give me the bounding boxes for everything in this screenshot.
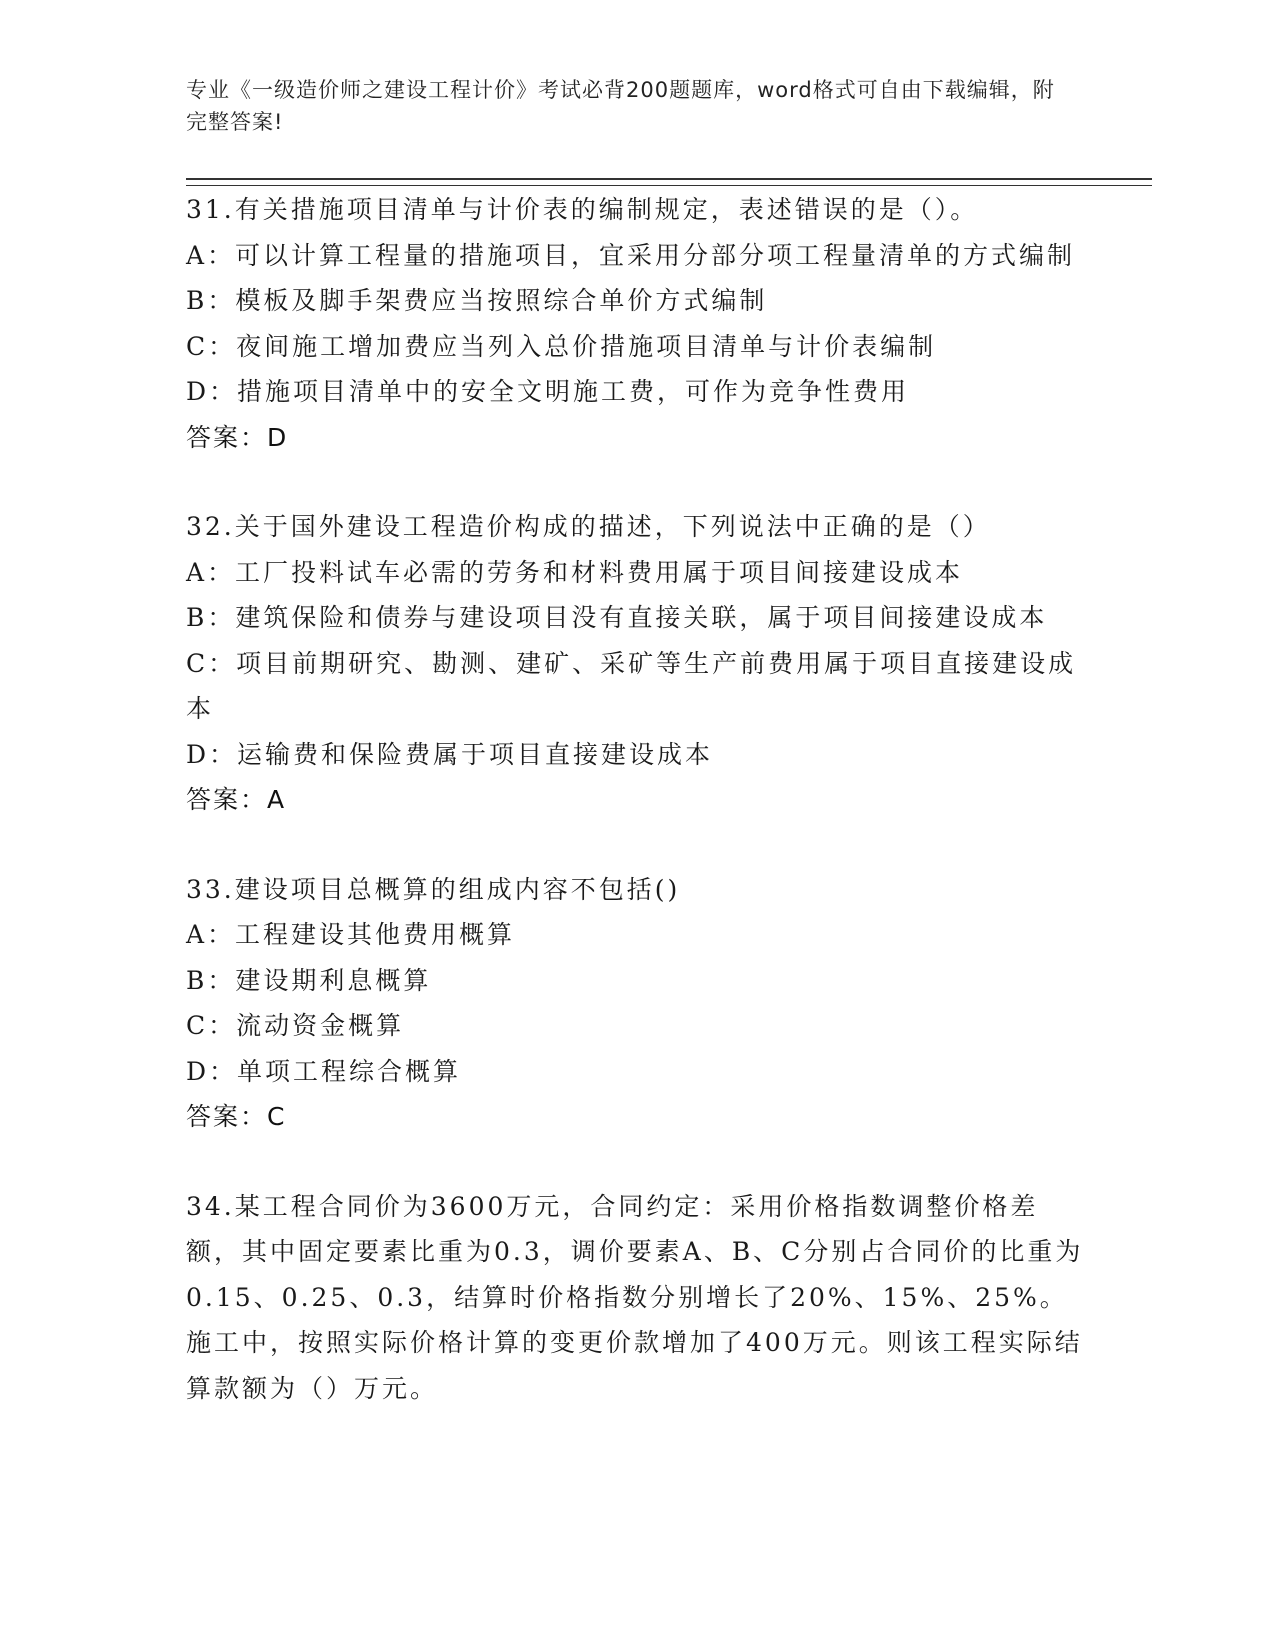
option-a: A：工程建设其他费用概算	[186, 920, 516, 949]
option-a: A：可以计算工程量的措施项目，宜采用分部分项工程量清单的方式编制	[186, 240, 1076, 270]
option-b: B：建设期利息概算	[186, 965, 432, 995]
option-b: B：建筑保险和债券与建设项目没有直接关联，属于项目间接建设成本	[186, 603, 1048, 632]
question-stem: 31.有关措施项目清单与计价表的编制规定，表述错误的是（）。	[186, 195, 979, 224]
answer: 答案：D	[186, 422, 289, 452]
question-list	[186, 187, 1086, 1411]
answer: 答案：A	[186, 785, 287, 814]
option-a: A：工厂投料试车必需的劳务和材料费用属于项目间接建设成本	[186, 557, 964, 587]
question-stem: 34.某工程合同价为3600万元，合同约定：采用价格指数调整价格差额，其中固定要素比重为0.3，调价要素A、B、C分别占合同价的比重为0.15、0.25、0.3，结算时价格指数分别增长了20%、15%、25%。施工中，按照实际价格计算的变更价款增加了400万元。则该工程实际结算款额为（）万元。	[186, 1191, 1084, 1403]
option-d: D：单项工程综合概算	[186, 1056, 462, 1086]
option-c: C：流动资金概算	[186, 1011, 405, 1040]
question-31	[186, 187, 1086, 460]
question-stem: 32.关于国外建设工程造价构成的描述，下列说法中正确的是（）	[186, 512, 991, 541]
answer: 答案：C	[186, 1102, 287, 1131]
option-b: B：模板及脚手架费应当按照综合单价方式编制	[186, 286, 768, 315]
document-header: 专业《一级造价师之建设工程计价》考试必背200题题库，word格式可自由下载编辑，附完整答案!	[186, 78, 1055, 134]
question-34	[186, 1184, 1086, 1412]
header-divider	[186, 178, 1152, 186]
option-c: C：夜间施工增加费应当列入总价措施项目清单与计价表编制	[186, 331, 937, 361]
question-33	[186, 867, 1086, 1140]
option-d: D：运输费和保险费属于项目直接建设成本	[186, 739, 714, 769]
question-32	[186, 504, 1086, 823]
option-c: C：项目前期研究、勘测、建矿、采矿等生产前费用属于项目直接建设成本	[186, 648, 1077, 723]
option-d: D：措施项目清单中的安全文明施工费，可作为竞争性费用	[186, 377, 910, 406]
question-stem: 33.建设项目总概算的组成内容不包括()	[186, 874, 681, 904]
